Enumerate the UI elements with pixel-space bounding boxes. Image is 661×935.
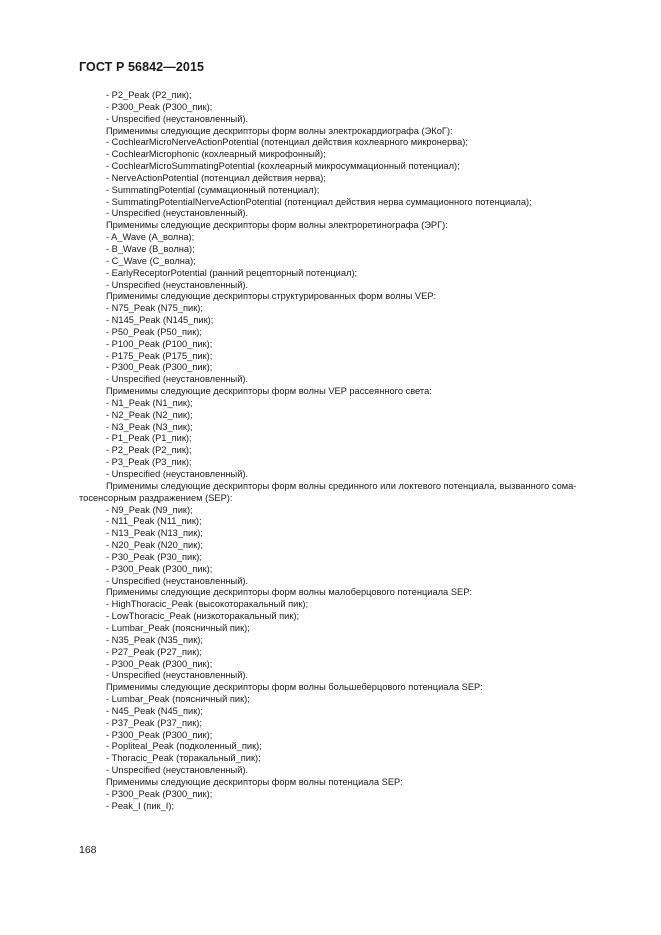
text-line: - P2_Peak (P2_пик);	[106, 445, 192, 456]
text-line: - N1_Peak (N1_пик);	[106, 397, 193, 408]
text-line: - Unspecified (неустановленный).	[106, 208, 249, 219]
text-line: - NerveActionPotential (потенциал действия нерва);	[106, 172, 326, 183]
text-line: - P300_Peak (P300_пик);	[106, 362, 213, 373]
text-line: Применимы следующие дескрипторы форм волны малоберцового потенциала SEP:	[106, 587, 473, 598]
text-line: - P1_Peak (P1_пик);	[106, 433, 192, 444]
text-line: - N35_Peak (N35_пик);	[106, 634, 203, 645]
text-line: - Unspecified (неустановленный).	[106, 469, 249, 479]
text-line: - Unspecified (неустановленный).	[106, 279, 249, 290]
text-line: - P30_Peak (P30_пик);	[106, 551, 202, 562]
text-line: - Thoracic_Peak (торакальный_пик);	[106, 753, 261, 764]
text-line: - EarlyReceptorPotential (ранний рецепторный потенциал);	[106, 267, 358, 278]
text-line: - Lumbar_Peak (поясничный пик);	[106, 694, 250, 705]
text-line: - P300_Peak (P300_пик);	[106, 729, 213, 740]
text-line: - P100_Peak (P100_пик);	[106, 338, 213, 349]
text-line: - P300_Peak (P300_пик);	[106, 563, 213, 574]
text-line: - CochlearMicroSummatingPotential (кохлеарный микросуммационный потенциал);	[106, 161, 460, 172]
text-line: - P300_Peak (P300_пик);	[106, 658, 213, 669]
text-line: - B_Wave (B_волна);	[106, 243, 195, 254]
text-line: - N145_Peak (N145_пик);	[106, 315, 214, 326]
text-line: тосенсорным раздражением (SEP):	[79, 492, 233, 503]
text-line: - N45_Peak (N45_пик);	[106, 705, 203, 716]
text-line: - Lumbar_Peak (поясничный пик);	[106, 622, 250, 633]
text-line: - N3_Peak (N3_пик);	[106, 421, 193, 432]
text-line: - CochlearMicrophonic (кохлеарный микрофонный);	[106, 149, 326, 160]
text-line: Применимы следующие дескрипторы форм волны срединного или локтевого потенциала, вызванного сома-	[106, 480, 577, 491]
text-line: - N11_Peak (N11_пик);	[106, 516, 202, 527]
text-line: - N13_Peak (N13_пик);	[106, 528, 203, 539]
text-line: - P3_Peak (P3_пик);	[106, 457, 192, 468]
text-line: - P300_Peak (P300_пик);	[106, 101, 213, 112]
text-line: - N75_Peak (N75_пик);	[106, 303, 203, 314]
text-line: Применимы следующие дескрипторы форм волны большеберцового потенциала SEP:	[106, 682, 483, 693]
text-line: - N20_Peak (N20_пик);	[106, 540, 203, 551]
text-line: Применимы следующие дескрипторы форм волны электрокардиографа (ЭКоГ):	[106, 125, 453, 136]
text-line: - Unspecified (неустановленный).	[106, 374, 249, 385]
text-line: - N2_Peak (N2_пик);	[106, 409, 193, 420]
text-line: Применимы следующие дескрипторы форм волны VEP рассеянного света:	[106, 386, 432, 397]
document-header: ГОСТ Р 56842—2015	[79, 60, 205, 74]
page-number: 168	[79, 844, 97, 856]
text-line: Применимы следующие дескрипторы структурированных форм волны VEP:	[106, 291, 437, 302]
text-line: - SummatingPotential (суммационный потенциал);	[106, 184, 320, 195]
text-line: - N9_Peak (N9_пик);	[106, 504, 193, 515]
text-line: - A_Wave (A_волна);	[106, 232, 195, 243]
text-line: - Popliteal_Peak (подколенный_пик);	[106, 741, 262, 752]
text-line: Применимы следующие дескрипторы форм волны электроретинографа (ЭРГ):	[106, 220, 448, 231]
text-line: - Peak_I (пик_I);	[106, 800, 175, 811]
text-line: - P175_Peak (P175_пик);	[106, 350, 213, 361]
text-line: - LowThoracic_Peak (низкоторакальный пик);	[106, 611, 300, 622]
text-line: - P37_Peak (P37_пик);	[106, 717, 202, 728]
text-line: - C_Wave (C_волна);	[106, 255, 196, 266]
text-line: - P50_Peak (P50_пик);	[106, 326, 202, 337]
text-line: - HighThoracic_Peak (высокоторакальный пик);	[106, 599, 309, 610]
text-line: - Unspecified (неустановленный).	[106, 575, 249, 586]
text-line: - P300_Peak (P300_пик);	[106, 788, 213, 799]
text-line: - CochlearMicroNerveActionPotential (потенциал действия кохлеарного микронерва);	[106, 137, 468, 148]
document-body	[79, 90, 619, 812]
text-line: Применимы следующие дескрипторы форм волны потенциала SEP:	[106, 776, 403, 787]
text-line: - Unspecified (неустановленный).	[106, 113, 249, 124]
text-line: - P2_Peak (P2_пик);	[106, 90, 192, 100]
text-line: - P27_Peak (P27_пик);	[106, 646, 202, 657]
text-line: - Unspecified (неустановленный).	[106, 765, 249, 776]
text-line: - Unspecified (неустановленный).	[106, 670, 249, 681]
text-line: - SummatingPotentialNerveActionPotential (потенциал действия нерва суммационного потенциала);	[106, 196, 532, 207]
